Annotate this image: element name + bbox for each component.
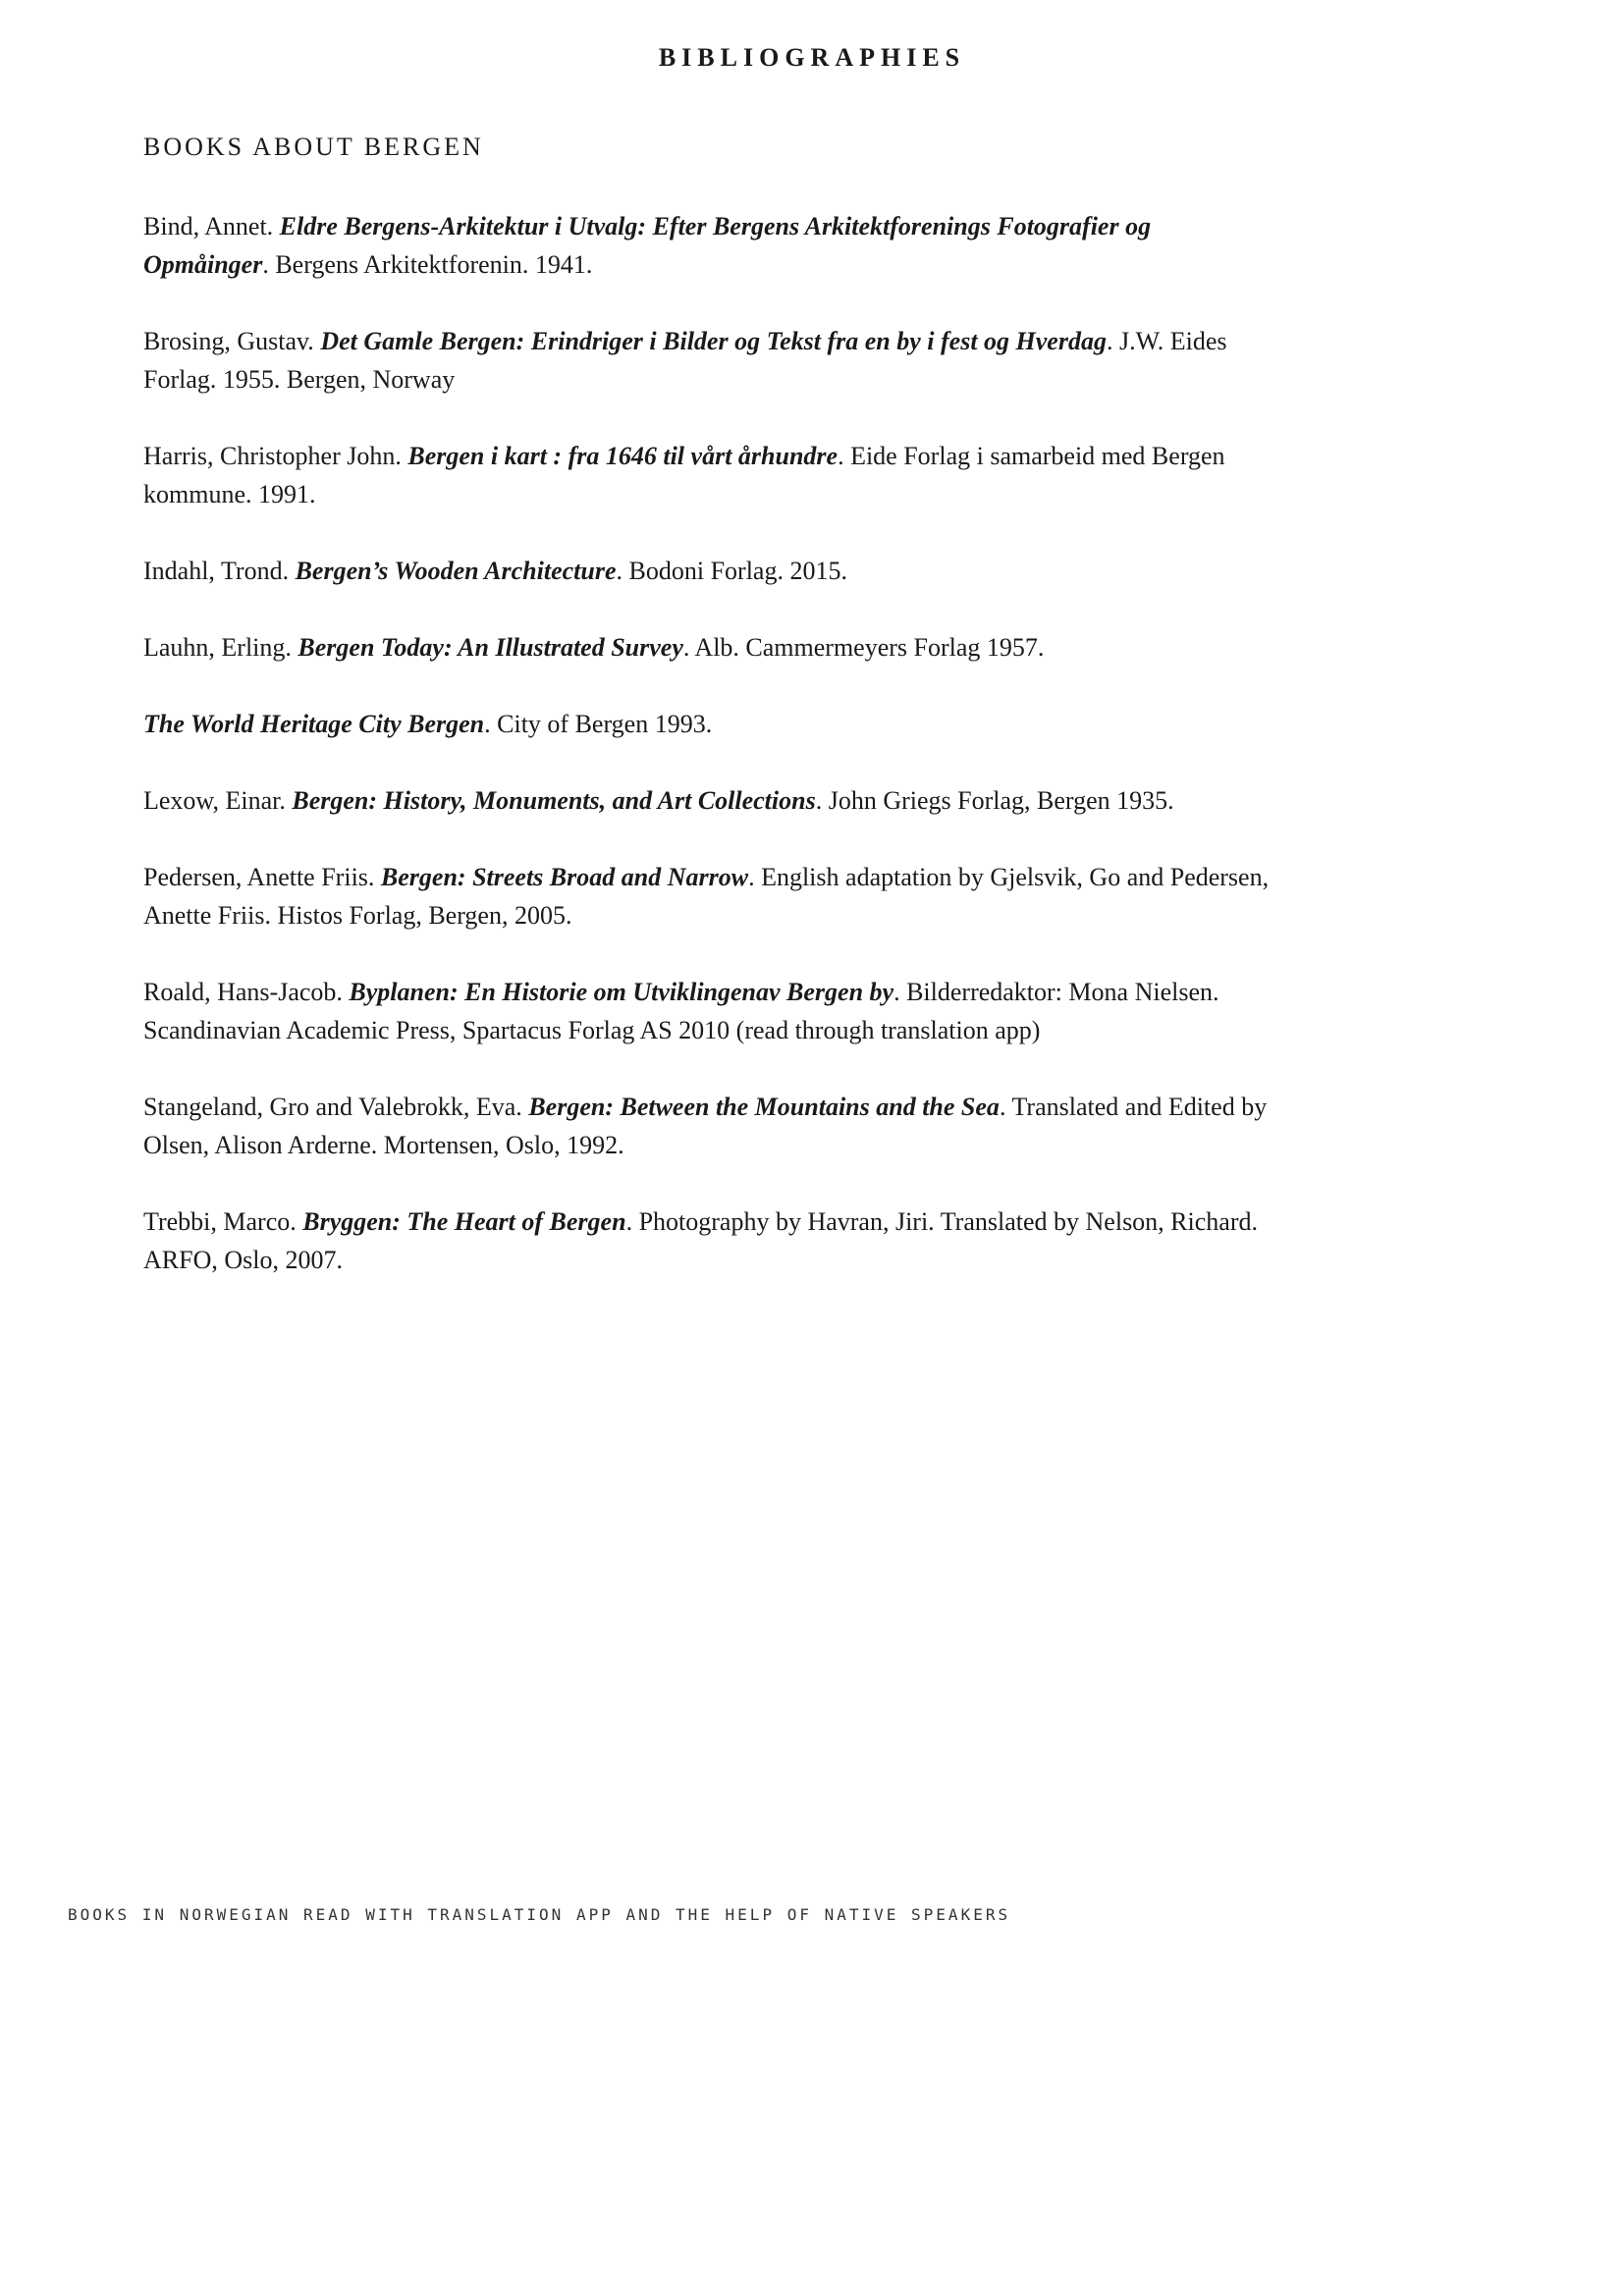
bibliography-entry (143, 207, 1272, 322)
entry-publication: . Translated and Edited by Olsen, Alison Arderne. Mortensen, Oslo, 1992. (143, 1093, 1268, 1159)
bibliography-list (143, 207, 1272, 1317)
bibliography-entry (143, 705, 1272, 781)
entry-title: Bergen: Between the Mountains and the Sea (528, 1093, 1000, 1121)
bibliography-entry (143, 973, 1272, 1088)
entry-title: Bergen i kart : fra 1646 til vårt århundre (407, 442, 839, 470)
entry-publication: . Bergens Arkitektforenin. 1941. (262, 250, 593, 279)
entry-title: Bergen’s Wooden Architecture (295, 557, 617, 585)
entry-author: Roald, Hans-Jacob. (143, 978, 350, 1006)
entry-publication: . Bilderredaktor: Mona Nielsen. Scandinavian Academic Press, Spartacus Forlag AS 2010 (read through translation app) (143, 978, 1219, 1044)
entry-author: Stangeland, Gro and Valebrokk, Eva. (143, 1093, 529, 1121)
entry-publication: . City of Bergen 1993. (484, 710, 713, 738)
entry-title: Bergen Today: An Illustrated Survey (298, 633, 683, 662)
entry-author: Lexow, Einar. (143, 786, 293, 815)
entry-title: Byplanen: En Historie om Utviklingenav Bergen by (349, 978, 894, 1006)
entry-title: Eldre Bergens-Arkitektur i Utvalg: Efter Bergens Arkitektforenings Fotografier og Opmåinger (143, 212, 1152, 279)
bibliography-entry (143, 1088, 1272, 1202)
entry-title: Det Gamle Bergen: Erindriger i Bilder og Tekst fra en by i fest og Hverdag (320, 327, 1107, 355)
entry-title: Bryggen: The Heart of Bergen (302, 1207, 626, 1236)
bibliography-entry (143, 322, 1272, 437)
entry-publication: . Photography by Havran, Jiri. Translated by Nelson, Richard. ARFO, Oslo, 2007. (143, 1207, 1258, 1274)
entry-author: Pedersen, Anette Friis. (143, 863, 381, 891)
bibliography-entry (143, 1202, 1272, 1317)
section-heading: BOOKS ABOUT BERGEN (143, 133, 484, 161)
entry-publication: . Bodoni Forlag. 2015. (616, 557, 847, 585)
entry-title: Bergen: History, Monuments, and Art Collections (292, 786, 816, 815)
page-title: BIBLIOGRAPHIES (658, 43, 966, 72)
entry-title: Bergen: Streets Broad and Narrow (380, 863, 749, 891)
entry-publication: . J.W. Eides Forlag. 1955. Bergen, Norway (143, 327, 1227, 394)
entry-author: Indahl, Trond. (143, 557, 296, 585)
entry-author: Harris, Christopher John. (143, 442, 408, 470)
entry-author: Trebbi, Marco. (143, 1207, 303, 1236)
entry-author: Brosing, Gustav. (143, 327, 321, 355)
entry-author: Lauhn, Erling. (143, 633, 298, 662)
bibliography-entry (143, 437, 1272, 552)
entry-publication: . Eide Forlag i samarbeid med Bergen kommune. 1991. (143, 442, 1225, 508)
entry-publication: . Alb. Cammermeyers Forlag 1957. (682, 633, 1045, 662)
bibliography-entry (143, 628, 1272, 705)
bibliography-entry (143, 552, 1272, 628)
footnote: BOOKS IN NORWEGIAN READ WITH TRANSLATION APP AND THE HELP OF NATIVE SPEAKERS (68, 1905, 1011, 1924)
bibliography-entry (143, 858, 1272, 973)
entry-title: The World Heritage City Bergen (143, 710, 485, 738)
entry-author: Bind, Annet. (143, 212, 280, 240)
bibliography-entry (143, 781, 1272, 858)
entry-publication: . John Griegs Forlag, Bergen 1935. (815, 786, 1174, 815)
entry-publication: . English adaptation by Gjelsvik, Go and Pedersen, Anette Friis. Histos Forlag, Bergen, 2005. (143, 863, 1270, 930)
